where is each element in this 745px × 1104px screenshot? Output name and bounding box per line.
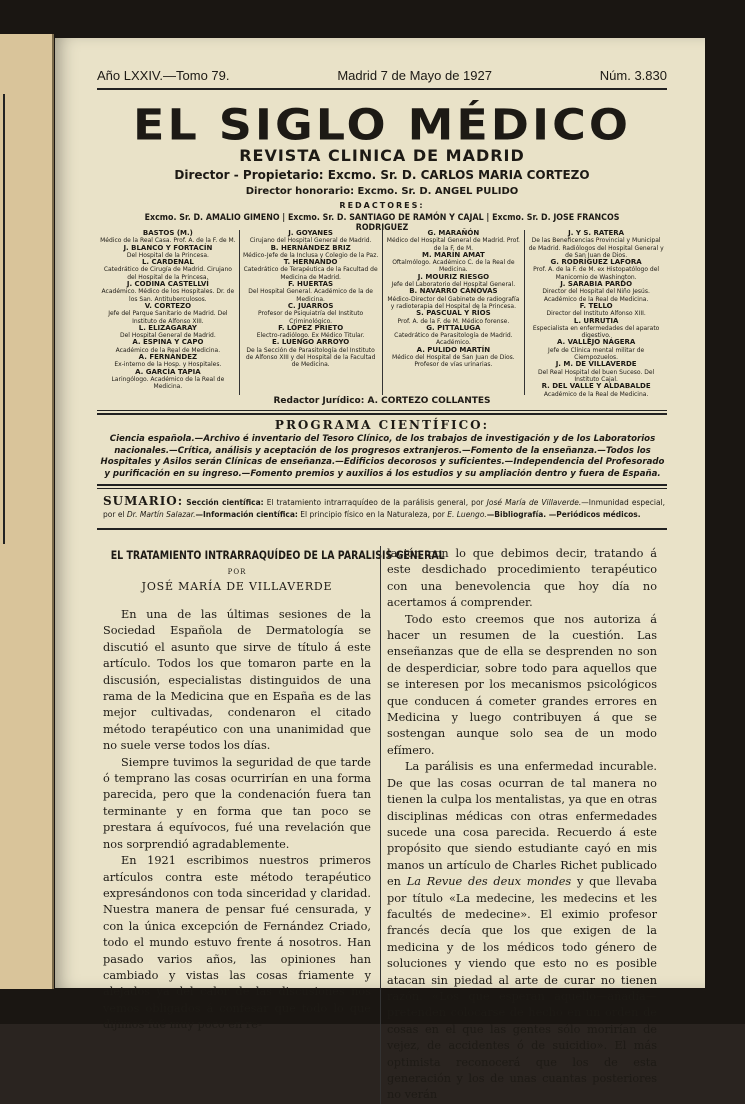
editor-description: Académico de la Real de Medicina. xyxy=(115,346,221,354)
editor-description: Médico de la Real Casa. Prof. A. de la F. de M. xyxy=(100,237,236,245)
editor-name: C. JUARROS xyxy=(287,301,334,310)
editor-name: J. M. DE VILLAVERDE xyxy=(555,360,637,369)
editor-description: Médico-Director del Gabinete de radiografía y radioterapia del Hospital de la Princesa. xyxy=(387,295,520,310)
sumario-top-rule xyxy=(97,484,667,486)
editor-description: Del Hospital General de Madrid. xyxy=(120,332,216,340)
editor-description: Especialista en enfermedades del aparato digestivo. xyxy=(532,324,660,340)
editor-name: A. PULIDO MARTÍN xyxy=(416,345,491,354)
sumario-item-1: El tratamiento intrarraquídeo de la parálisis general, por xyxy=(263,498,487,507)
editor-name: G. RODRÍGUEZ LAFORA xyxy=(550,258,642,267)
editor-description: Médico del Hospital General de Madrid. Prof. de la F. de M. xyxy=(386,237,520,252)
sumario-info-label: —Información científica: xyxy=(195,510,298,519)
editors-column xyxy=(239,230,382,395)
editor-description: Médico del Hospital de San Juan de Dios. Profesor de vías urinarias. xyxy=(392,354,515,369)
article-text: y que llevaba por título «La medecine, les medecins et les facultés de medecine». El eximio profesor francés decía que los que exigen de la medicina y de los médicos todo género de soluciones y viendo que esto no es posible atacan sin piedad al arte de curar no tienen razón. «Los que esperan aquello—añadía—pretenden colocarse de hecho en un orden de cosas en el que las gentes sólo morirían de vejez, de accidentes ó de suicidio». El más optimista reconocerá que los de esta generación y los de unas cuantas posteriores no verán xyxy=(387,875,658,1102)
volume-label: Año LXXIV.—Tomo 79. xyxy=(97,68,230,83)
editor-name: L. CARDENAL xyxy=(141,258,194,267)
article-citation: La Revue des deux mondes xyxy=(406,875,572,889)
masthead-info xyxy=(97,68,667,83)
editor-name: B. HERNÁNDEZ BRIZ xyxy=(270,243,351,252)
editor-description: Catedrático de Parasitología de Madrid. Académico. xyxy=(394,332,513,347)
editor-description: Cirujano del Hospital General de Madrid. xyxy=(249,237,372,245)
editor-name: R. DEL VALLE Y ALDABALDE xyxy=(541,382,651,391)
editor-name: B. NAVARRO CÁNOVAS xyxy=(409,287,498,296)
editor-name: S. PASCUAL Y RÍOS xyxy=(416,309,491,318)
editor-name: A. ESPINA Y CAPO xyxy=(132,338,204,347)
editor-description: Catedrático de Terapéutica de la Facultad de Medicina de Madrid. xyxy=(243,266,378,281)
editor-description: Laringólogo. Académico de la Real de Medicina. xyxy=(111,375,225,391)
article-top-rule xyxy=(97,528,667,530)
editor-name: J. MOURIZ RIESGO xyxy=(417,272,490,281)
legal-editor: Redactor Jurídico: A. CORTEZO COLLANTES xyxy=(273,396,491,406)
editor-description: Médico-Jefe de la Inclusa y Colegio de la Paz. xyxy=(242,251,379,259)
editor-description: Del Real Hospital del buen Suceso. Del Instituto Cajal. xyxy=(537,368,655,383)
sumario-author-2: Dr. Martín Salazar. xyxy=(126,510,196,519)
editor-description: Director del Hospital del Niño Jesús. Académico de la Real de Medicina. xyxy=(542,288,650,303)
article-left-column xyxy=(103,542,445,1034)
article-paragraph xyxy=(387,759,657,1104)
editors-column xyxy=(97,230,239,395)
editor-description: Oftalmólogo. Académico C. de la Real de Medicina. xyxy=(392,259,515,274)
journal-page xyxy=(55,38,705,1102)
top-rule xyxy=(97,88,667,90)
article-text: La parálisis es una enfermedad incurable. De que las cosas ocurran de tal manera no tienen la culpa los mentalistas, ya que en otras disciplinas médicas con otras enfermedades sucede una cosa parecida. Recuerdo á este propósito que siendo estudiante cayó en mis manos un artículo de Charles Richet publicado en xyxy=(387,760,657,889)
editor-description: De las Beneficencias Provincial y Municipal de Madrid. Radiólogos del Hospital General y de San Juan de Dios. xyxy=(528,237,664,259)
editor-description: Ex-interno de la Hosp. y Hospitales. xyxy=(114,361,222,369)
editor-name: G. MARAÑÓN xyxy=(427,229,480,237)
editor-description: Jefe de Clínica mental militar de Ciempozuelos. xyxy=(548,346,645,362)
programa-top-rule xyxy=(97,413,667,415)
editor-description: Jefe del Laboratorio del Hospital General. xyxy=(391,281,516,289)
article-paragraph: Siempre tuvimos la seguridad de que tarde ó temprano las cosas ocurrirían en una forma parecida, pero que la condenación fuera tan terminante y en forma que tan poco se prestara á equívocos, fué una revelación que nos sorprendió agradablemente. xyxy=(103,755,371,851)
senior-editors: Excmo. Sr. D. AMALIO GIMENO | Excmo. Sr. D. SANTIAGO DE RAMÓN Y CAJAL | Excmo. Sr. D. JOSE FRANCOS RODRIGUEZ xyxy=(144,213,620,233)
sumario-block xyxy=(103,494,665,521)
programa-heading: PROGRAMA CIENTÍFICO: xyxy=(274,418,490,432)
editor-name: J. SARABIA PARDO xyxy=(560,280,633,289)
sumario-section-label: Sección científica: xyxy=(186,498,264,507)
editors-column xyxy=(524,229,667,398)
editor-name: M. MARÍN AMAT xyxy=(421,250,485,259)
editor-name: J. BLANCO Y FORTACÍN xyxy=(123,243,213,252)
editor-description: Académico. Médico de los Hospitales. Dr. de los San. Antituberculosos. xyxy=(101,288,235,303)
editor-name: J. CODINA CASTELLVÍ xyxy=(126,280,209,289)
editors-rule xyxy=(97,410,667,411)
sumario-item-3: El principio físico en la Naturaleza, por xyxy=(297,510,448,519)
editor-description: Profesor de Psiquiatría del Instituto Criminológico. xyxy=(258,310,364,325)
honorary-director-line: Director honorario: Excmo. Sr. D. ANGEL PULIDO xyxy=(245,186,519,197)
editors-column xyxy=(382,230,525,395)
editor-description: De la Sección de Parasitología del Instituto de Alfonso XIII y del Hospital de la Facultad de Medicina. xyxy=(245,346,376,369)
sumario-author-1: José María de Villaverde. xyxy=(486,498,582,507)
left-page-edge xyxy=(0,34,54,989)
editor-description: Del Hospital General. Académico de la de Medicina. xyxy=(248,288,373,303)
editor-name: A. GARCÍA TAPIA xyxy=(135,367,201,376)
editor-name: F. HUERTAS xyxy=(288,280,334,289)
editor-name: F. LÓPEZ PRIETO xyxy=(278,323,344,332)
issue-date: Madrid 7 de Mayo de 1927 xyxy=(337,68,492,83)
editor-name: L. URRUTIA xyxy=(573,316,619,325)
article-author: JOSÉ MARÍA DE VILLAVERDE xyxy=(141,580,333,593)
editor-name: L. ELIZAGARAY xyxy=(138,323,198,332)
editor-description: Director del Instituto Alfonso XIII. xyxy=(546,310,646,318)
editor-name: A. FERNÁNDEZ xyxy=(138,353,198,362)
sumario-author-3: E. Luengo. xyxy=(447,510,487,519)
article-paragraph: En una de las últimas sesiones de la Sociedad Española de Dermatología se discutió el asunto que sirve de título á este artículo. Todos los que tomaron parte en la discusión, especialistas distinguidos de una rama de la Medicina que en España es de las mejor cultivadas, condenaron el citado método terapéutico con una unanimidad que no suele verse todos los días. xyxy=(103,608,371,753)
editor-description: Prof. A. de la F. de M. Médico forense. xyxy=(397,317,510,325)
editor-description: Catedrático de Cirugía de Madrid. Cirujano del Hospital de la Princesa. xyxy=(103,266,232,281)
article-paragraph: lación con lo que debimos decir, tratando á este desdichado procedimiento terapéutico con una benevolencia que hoy día no acertamos á comprender. xyxy=(387,547,657,610)
editor-name: A. VALLEJO NÁGERA xyxy=(556,338,636,347)
sumario-item-2: —Inmunidad especial, por el xyxy=(103,498,666,519)
editor-name: E. LUENGO ARROYO xyxy=(272,338,350,347)
journal-subtitle: REVISTA CLINICA DE MADRID xyxy=(239,146,525,165)
editor-description: Electro-radiólogo. Ex Médico Titular. xyxy=(256,332,365,340)
editor-name: J. GOYANES xyxy=(288,229,333,237)
sumario-top-rule-thin xyxy=(97,488,667,489)
editor-description: Prof. A. de la F. de M. ex Histopatólogo del Manicomio de Washington. xyxy=(533,266,660,281)
issue-number: Núm. 3.830 xyxy=(599,68,667,83)
programa-text: Ciencia española.—Archivo é inventario del Tesoro Clínico, de los trabajos de investigación y de los Laboratorios nacionales.—Crítica, análisis y aceptación de los progresos extranjeros.—Fomento de la enseñanza.—Todos los Hospitales y Asilos serán Clínicas de enseñanza.—Edificios decorosos y suficientes.—Independencia del Profesorado y purificación en su ingreso.—Fomento premios y auxilios á los estudios y su ampliación dentro y fuera de España. xyxy=(100,434,665,479)
editors-heading: REDACTORES: xyxy=(339,201,425,210)
editor-name: G. PITTALUGA xyxy=(426,323,481,332)
sumario-tail: —Bibliografía. —Periódicos médicos. xyxy=(486,510,641,519)
article-paragraph: Todo esto creemos que nos autoriza á hacer un resumen de la cuestión. Las enseñanzas que de ella se desprenden no son de desperdiciar, sobre todo para aquellos que se interesen por los mecanismos psicológicos que conducen á cometer grandes errores en Medicina y luego contribuyen á que se sostengan aunque solo sea de un modo efímero. xyxy=(387,612,657,757)
director-line: Director - Propietario: Excmo. Sr. D. CARLOS MARIA CORTEZO xyxy=(174,168,590,182)
article-paragraph: En 1921 escribimos nuestros primeros artículos contra este método terapéutico expresándonos con toda sinceridad y claridad. Nuestra manera de pensar fué censurada, y con la única excepción de Fernández Criado, todo el mundo estuvo frente á nosotros. Han pasado varios años, las opiniones han cambiado y vistas las cosas friamente y alejados ya del calor de las discusiones nos vemos obligados á confesar que todo lo que dijimos fué muy poco en re- xyxy=(103,854,371,1032)
editor-description: Académico de la Real de Medicina. xyxy=(543,390,649,398)
editor-description: Del Hospital de la Princesa. xyxy=(126,251,209,259)
editors-columns xyxy=(97,229,667,398)
editor-name: T. HERNANDO xyxy=(283,258,338,267)
article-by: POR xyxy=(227,568,247,576)
editor-name: J. Y S. RATERA xyxy=(568,229,625,237)
editor-description: Jefe del Parque Sanitario de Madrid. Del Instituto de Alfonso XIII. xyxy=(108,310,228,325)
left-page-rule xyxy=(3,94,13,544)
article-right-column xyxy=(380,546,657,1104)
editor-name: BASTOS (M.) xyxy=(142,229,193,237)
editor-name: F. TELLO xyxy=(579,301,613,310)
article-title: EL TRATAMIENTO INTRARRAQUÍDEO DE LA PARALISIS GENERAL xyxy=(110,548,445,562)
editor-name: V. CORTEZO xyxy=(144,301,192,310)
sumario-label: SUMARIO: xyxy=(103,494,184,508)
journal-title: EL SIGLO MÉDICO xyxy=(133,100,631,150)
